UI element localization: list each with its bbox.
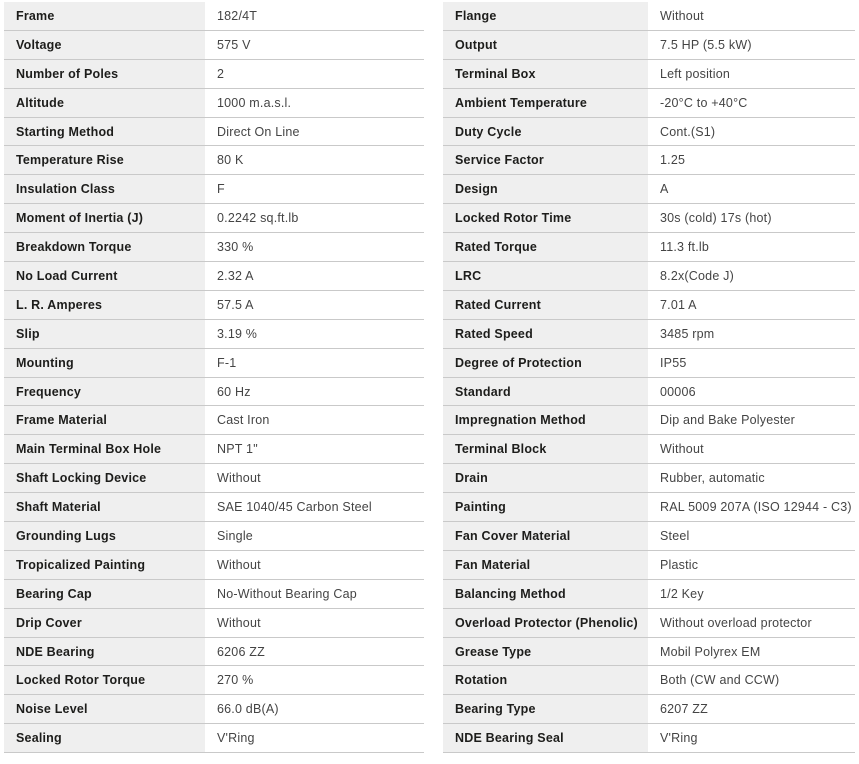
spec-value-cell xyxy=(648,609,855,637)
spec-value-cell xyxy=(205,2,424,30)
spec-label: L. R. Amperes xyxy=(16,297,103,312)
spec-label-cell xyxy=(443,118,648,146)
spec-value-cell xyxy=(648,31,855,59)
spec-row xyxy=(443,320,855,349)
spec-row xyxy=(443,378,855,407)
spec-row xyxy=(443,609,855,638)
spec-label: Design xyxy=(455,182,498,197)
spec-row xyxy=(443,695,855,724)
spec-row xyxy=(443,349,855,378)
spec-row xyxy=(443,233,855,262)
spec-value: 1/2 Key xyxy=(660,586,704,601)
spec-label-cell xyxy=(443,2,648,30)
spec-value-cell xyxy=(205,609,424,637)
spec-label-cell xyxy=(4,638,205,666)
spec-label: Painting xyxy=(455,500,506,515)
spec-label: Duty Cycle xyxy=(455,124,522,139)
spec-label: Shaft Locking Device xyxy=(16,471,147,486)
spec-label: Flange xyxy=(455,8,497,23)
spec-label-cell xyxy=(443,291,648,319)
spec-row xyxy=(443,435,855,464)
spec-row xyxy=(443,551,855,580)
spec-row xyxy=(4,89,424,118)
spec-label-cell xyxy=(443,262,648,290)
spec-value-cell xyxy=(205,493,424,521)
spec-value: 182/4T xyxy=(217,8,258,23)
spec-value-cell xyxy=(648,666,855,694)
spec-value-cell xyxy=(648,724,855,752)
spec-label-cell xyxy=(4,695,205,723)
spec-label-cell xyxy=(4,493,205,521)
spec-row xyxy=(443,2,855,31)
spec-value-cell xyxy=(205,695,424,723)
spec-label-cell xyxy=(4,118,205,146)
spec-label: Noise Level xyxy=(16,702,88,717)
spec-label-cell xyxy=(443,233,648,261)
spec-row xyxy=(4,118,424,147)
spec-label: Frame xyxy=(16,8,55,23)
spec-row xyxy=(443,666,855,695)
spec-value: F xyxy=(217,182,225,197)
spec-value: Without xyxy=(217,615,261,630)
spec-value-cell xyxy=(205,464,424,492)
spec-label: Degree of Protection xyxy=(455,355,582,370)
spec-row xyxy=(443,262,855,291)
spec-label: Tropicalized Painting xyxy=(16,557,146,572)
spec-value: Without xyxy=(217,557,261,572)
spec-row xyxy=(443,580,855,609)
spec-value-cell xyxy=(648,378,855,406)
spec-row xyxy=(443,638,855,667)
spec-value: Direct On Line xyxy=(217,124,300,139)
spec-value-cell xyxy=(648,2,855,30)
spec-value: NPT 1" xyxy=(217,442,258,457)
spec-value: Without xyxy=(217,471,261,486)
spec-value: IP55 xyxy=(660,355,687,370)
spec-value: -20°C to +40°C xyxy=(660,95,748,110)
spec-row xyxy=(443,464,855,493)
spec-row xyxy=(4,695,424,724)
spec-row xyxy=(4,724,424,753)
spec-label: LRC xyxy=(455,268,482,283)
spec-label: Frequency xyxy=(16,384,82,399)
spec-value: Rubber, automatic xyxy=(660,471,765,486)
spec-row xyxy=(443,493,855,522)
spec-label-cell xyxy=(443,146,648,174)
spec-row xyxy=(4,31,424,60)
spec-row xyxy=(443,118,855,147)
spec-value-cell xyxy=(205,435,424,463)
spec-label: NDE Bearing xyxy=(16,644,95,659)
spec-row xyxy=(4,320,424,349)
spec-label-cell xyxy=(443,609,648,637)
spec-label: Overload Protector (Phenolic) xyxy=(455,615,638,630)
spec-label-cell xyxy=(4,378,205,406)
spec-row xyxy=(4,580,424,609)
spec-label-cell xyxy=(4,60,205,88)
spec-value-cell xyxy=(205,349,424,377)
spec-label: Output xyxy=(455,37,498,52)
spec-label: Balancing Method xyxy=(455,586,566,601)
spec-value-cell xyxy=(205,666,424,694)
spec-row xyxy=(4,609,424,638)
spec-value: 1000 m.a.s.l. xyxy=(217,95,292,110)
spec-value-cell xyxy=(648,262,855,290)
spec-value-cell xyxy=(205,551,424,579)
spec-value: Left position xyxy=(660,66,731,81)
spec-value: 66.0 dB(A) xyxy=(217,702,279,717)
spec-value: 00006 xyxy=(660,384,696,399)
spec-label: Main Terminal Box Hole xyxy=(16,442,162,457)
spec-row xyxy=(443,175,855,204)
spec-row xyxy=(4,551,424,580)
spec-row xyxy=(4,146,424,175)
spec-row xyxy=(443,31,855,60)
spec-value: 80 K xyxy=(217,153,244,168)
spec-value-cell xyxy=(648,233,855,261)
spec-value: Dip and Bake Polyester xyxy=(660,413,796,428)
spec-label-cell xyxy=(443,349,648,377)
spec-value-cell xyxy=(648,60,855,88)
spec-label-cell xyxy=(443,522,648,550)
spec-row xyxy=(443,60,855,89)
spec-label: Fan Cover Material xyxy=(455,528,571,543)
spec-value-cell xyxy=(205,291,424,319)
spec-value-cell xyxy=(648,464,855,492)
spec-row xyxy=(4,435,424,464)
spec-row xyxy=(4,175,424,204)
spec-row xyxy=(4,406,424,435)
spec-row xyxy=(443,724,855,753)
spec-label-cell xyxy=(443,60,648,88)
spec-value-cell xyxy=(205,60,424,88)
spec-label: Slip xyxy=(16,326,40,341)
spec-label-cell xyxy=(443,406,648,434)
spec-label: Starting Method xyxy=(16,124,115,139)
spec-value-cell xyxy=(648,435,855,463)
spec-value: 30s (cold) 17s (hot) xyxy=(660,211,772,226)
spec-value: Mobil Polyrex EM xyxy=(660,644,761,659)
spec-label: Voltage xyxy=(16,37,62,52)
spec-label-cell xyxy=(4,349,205,377)
spec-value-cell xyxy=(205,638,424,666)
spec-row xyxy=(4,493,424,522)
spec-label: Bearing Type xyxy=(455,702,536,717)
spec-value-cell xyxy=(205,175,424,203)
spec-label: Locked Rotor Torque xyxy=(16,673,146,688)
spec-label-cell xyxy=(4,724,205,752)
spec-value: Both (CW and CCW) xyxy=(660,673,780,688)
spec-table-right xyxy=(443,2,855,764)
spec-row xyxy=(4,638,424,667)
spec-label-cell xyxy=(443,204,648,232)
spec-value: F-1 xyxy=(217,355,237,370)
spec-value: 7.01 A xyxy=(660,297,697,312)
spec-label-cell xyxy=(4,464,205,492)
spec-row xyxy=(4,291,424,320)
spec-row xyxy=(4,378,424,407)
spec-label-cell xyxy=(443,493,648,521)
spec-value-cell xyxy=(648,146,855,174)
spec-label: Locked Rotor Time xyxy=(455,211,572,226)
spec-label-cell xyxy=(443,580,648,608)
spec-value: 6206 ZZ xyxy=(217,644,265,659)
spec-row xyxy=(443,406,855,435)
spec-value: V'Ring xyxy=(217,731,255,746)
spec-value: Cont.(S1) xyxy=(660,124,716,139)
spec-value: 0.2242 sq.ft.lb xyxy=(217,211,299,226)
spec-label-cell xyxy=(4,435,205,463)
spec-value-cell xyxy=(648,406,855,434)
spec-label: Insulation Class xyxy=(16,182,116,197)
spec-label-cell xyxy=(443,638,648,666)
spec-value-cell xyxy=(205,233,424,261)
spec-label: Service Factor xyxy=(455,153,544,168)
spec-value-cell xyxy=(648,89,855,117)
spec-label: Rated Current xyxy=(455,297,541,312)
spec-label: Grease Type xyxy=(455,644,532,659)
spec-value-cell xyxy=(648,580,855,608)
spec-value: SAE 1040/45 Carbon Steel xyxy=(217,500,372,515)
spec-value-cell xyxy=(648,493,855,521)
spec-row xyxy=(4,262,424,291)
spec-row xyxy=(4,204,424,233)
spec-value-cell xyxy=(648,118,855,146)
spec-label-cell xyxy=(4,2,205,30)
spec-value-cell xyxy=(648,349,855,377)
spec-label: No Load Current xyxy=(16,268,118,283)
spec-value-cell xyxy=(205,724,424,752)
spec-value-cell xyxy=(648,320,855,348)
spec-label: Ambient Temperature xyxy=(455,95,588,110)
spec-value-cell xyxy=(205,378,424,406)
spec-label-cell xyxy=(443,175,648,203)
spec-label-cell xyxy=(4,609,205,637)
spec-label: Terminal Box xyxy=(455,66,536,81)
spec-label-cell xyxy=(443,435,648,463)
spec-value-cell xyxy=(648,291,855,319)
spec-value: 7.5 HP (5.5 kW) xyxy=(660,37,752,52)
spec-label-cell xyxy=(4,320,205,348)
spec-value-cell xyxy=(205,146,424,174)
spec-label-cell xyxy=(4,89,205,117)
spec-label: Temperature Rise xyxy=(16,153,124,168)
spec-value-cell xyxy=(205,31,424,59)
spec-label-cell xyxy=(4,522,205,550)
spec-value: 3.19 % xyxy=(217,326,258,341)
spec-row xyxy=(443,89,855,118)
spec-label-cell xyxy=(443,89,648,117)
spec-label: Standard xyxy=(455,384,511,399)
spec-value: V'Ring xyxy=(660,731,698,746)
spec-row xyxy=(443,522,855,551)
spec-label-cell xyxy=(4,551,205,579)
spec-label: Rotation xyxy=(455,673,508,688)
spec-value: Without overload protector xyxy=(660,615,812,630)
spec-label-cell xyxy=(443,666,648,694)
spec-value: 270 % xyxy=(217,673,254,688)
spec-label: Bearing Cap xyxy=(16,586,92,601)
spec-value-cell xyxy=(648,175,855,203)
spec-label: Breakdown Torque xyxy=(16,240,132,255)
spec-label: Rated Torque xyxy=(455,240,538,255)
spec-value: 3485 rpm xyxy=(660,326,715,341)
spec-label: Moment of Inertia (J) xyxy=(16,211,144,226)
spec-value-cell xyxy=(648,522,855,550)
spec-value: 6207 ZZ xyxy=(660,702,708,717)
spec-value: Plastic xyxy=(660,557,699,572)
spec-value: 575 V xyxy=(217,37,251,52)
spec-row xyxy=(4,666,424,695)
spec-row xyxy=(4,349,424,378)
spec-row xyxy=(4,233,424,262)
spec-value: RAL 5009 207A (ISO 12944 - C3) xyxy=(660,500,852,515)
spec-row xyxy=(443,204,855,233)
spec-value-cell xyxy=(205,580,424,608)
spec-value: 60 Hz xyxy=(217,384,251,399)
spec-label-cell xyxy=(443,695,648,723)
spec-value-cell xyxy=(648,204,855,232)
spec-label-cell xyxy=(4,204,205,232)
spec-label: Impregnation Method xyxy=(455,413,586,428)
spec-value-cell xyxy=(648,695,855,723)
spec-label: Fan Material xyxy=(455,557,531,572)
spec-value-cell xyxy=(205,320,424,348)
spec-value: 2 xyxy=(217,66,225,81)
spec-label-cell xyxy=(4,233,205,261)
spec-label: Mounting xyxy=(16,355,74,370)
spec-value: 11.3 ft.lb xyxy=(660,240,710,255)
spec-value-cell xyxy=(648,638,855,666)
spec-table-left xyxy=(4,2,424,764)
spec-label-cell xyxy=(4,291,205,319)
spec-label-cell xyxy=(443,551,648,579)
spec-value-cell xyxy=(205,406,424,434)
spec-label-cell xyxy=(4,146,205,174)
spec-label: Grounding Lugs xyxy=(16,528,117,543)
spec-value-cell xyxy=(205,89,424,117)
spec-label: Drip Cover xyxy=(16,615,82,630)
spec-value: 57.5 A xyxy=(217,297,254,312)
spec-label-cell xyxy=(443,464,648,492)
spec-label: Sealing xyxy=(16,731,62,746)
spec-value: No-Without Bearing Cap xyxy=(217,586,357,601)
spec-value-cell xyxy=(648,551,855,579)
spec-row xyxy=(4,2,424,31)
spec-row xyxy=(443,291,855,320)
spec-row xyxy=(4,464,424,493)
spec-label: Number of Poles xyxy=(16,66,119,81)
spec-value-cell xyxy=(205,262,424,290)
spec-label-cell xyxy=(4,406,205,434)
spec-label-cell xyxy=(443,724,648,752)
spec-value-cell xyxy=(205,522,424,550)
spec-value: A xyxy=(660,182,669,197)
spec-label-cell xyxy=(4,175,205,203)
spec-label-cell xyxy=(443,320,648,348)
spec-label-cell xyxy=(4,580,205,608)
spec-label: Altitude xyxy=(16,95,65,110)
spec-value: 1.25 xyxy=(660,153,686,168)
spec-value-cell xyxy=(205,118,424,146)
spec-row xyxy=(4,60,424,89)
spec-value: Without xyxy=(660,442,704,457)
spec-value: Without xyxy=(660,8,704,23)
spec-label-cell xyxy=(4,31,205,59)
spec-value: Cast Iron xyxy=(217,413,270,428)
spec-value: 8.2x(Code J) xyxy=(660,268,734,283)
spec-label-cell xyxy=(4,262,205,290)
spec-label: Shaft Material xyxy=(16,500,101,515)
spec-value: Single xyxy=(217,528,253,543)
spec-label-cell xyxy=(443,378,648,406)
spec-label: Frame Material xyxy=(16,413,108,428)
spec-label: Rated Speed xyxy=(455,326,533,341)
spec-value: Steel xyxy=(660,528,690,543)
spec-value-cell xyxy=(205,204,424,232)
spec-value: 330 % xyxy=(217,240,254,255)
spec-row xyxy=(4,522,424,551)
spec-label-cell xyxy=(4,666,205,694)
spec-label: Terminal Block xyxy=(455,442,547,457)
spec-row xyxy=(443,146,855,175)
spec-label: Drain xyxy=(455,471,488,486)
spec-label: NDE Bearing Seal xyxy=(455,731,564,746)
spec-label-cell xyxy=(443,31,648,59)
spec-value: 2.32 A xyxy=(217,268,254,283)
